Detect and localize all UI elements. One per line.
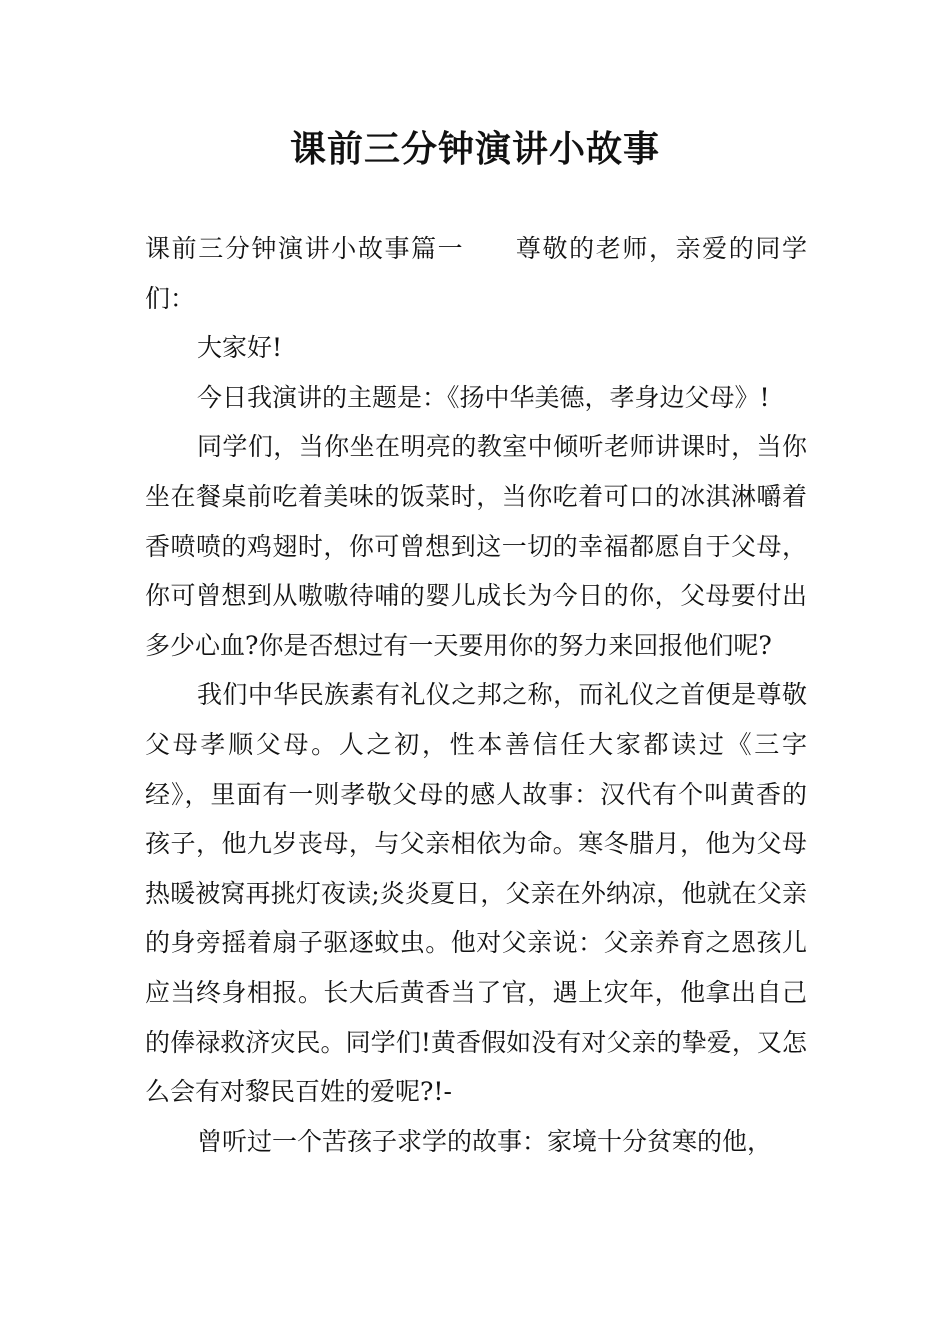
paragraph-greeting: 大家好! <box>197 333 283 363</box>
section-heading: 课前三分钟演讲小故事篇一 <box>145 234 465 263</box>
paragraph-huang-xiang: 我们中华民族素有礼仪之邦之称，而礼仪之首便是尊敬父母孝顺父母。人之初，性本善信任大家都读过《三字经》，里面有一则孝敬父母的感人故事：汉代有个叫黄香的孩子，他九岁丧母，与父亲相依为命。寒冬腊月，他为父母热暖被窝再挑灯夜读;炎炎夏日，父亲在外纳凉，他就在父亲的身旁摇着扇子驱逐蚊虫。他对父亲说：父亲养育之恩孩儿应当终身相报。长大后黄香当了官，遇上灾年，他拿出自己的俸禄救济灾民。同学们!黄香假如没有对父亲的挚爱，又怎么会有对黎民百姓的爱呢?!- <box>145 680 807 1107</box>
document-title: 课前三分钟演讲小故事 <box>289 128 660 170</box>
paragraph-poor-child: 曾听过一个苦孩子求学的故事：家境十分贫寒的他， <box>197 1126 773 1156</box>
paragraph-parents: 同学们，当你坐在明亮的教室中倾听老师讲课时，当你坐在餐桌前吃着美味的饭菜时，当你吃着可口的冰淇淋嚼着香喷喷的鸡翅时，你可曾想到这一切的幸福都愿自于父母，你可曾想到从嗷嗷待哺的婴儿成长为今日的你，父母要付出多少心血?你是否想过有一天要用你的努力来回报他们呢? <box>145 432 807 660</box>
section-heading-paragraph <box>145 224 807 323</box>
paragraph-topic: 今日我演讲的主题是：《扬中华美德，孝身边父母》! <box>197 382 770 412</box>
salutation: 尊敬的老师，亲爱的同学们： <box>145 234 807 313</box>
document-body <box>145 224 807 1166</box>
